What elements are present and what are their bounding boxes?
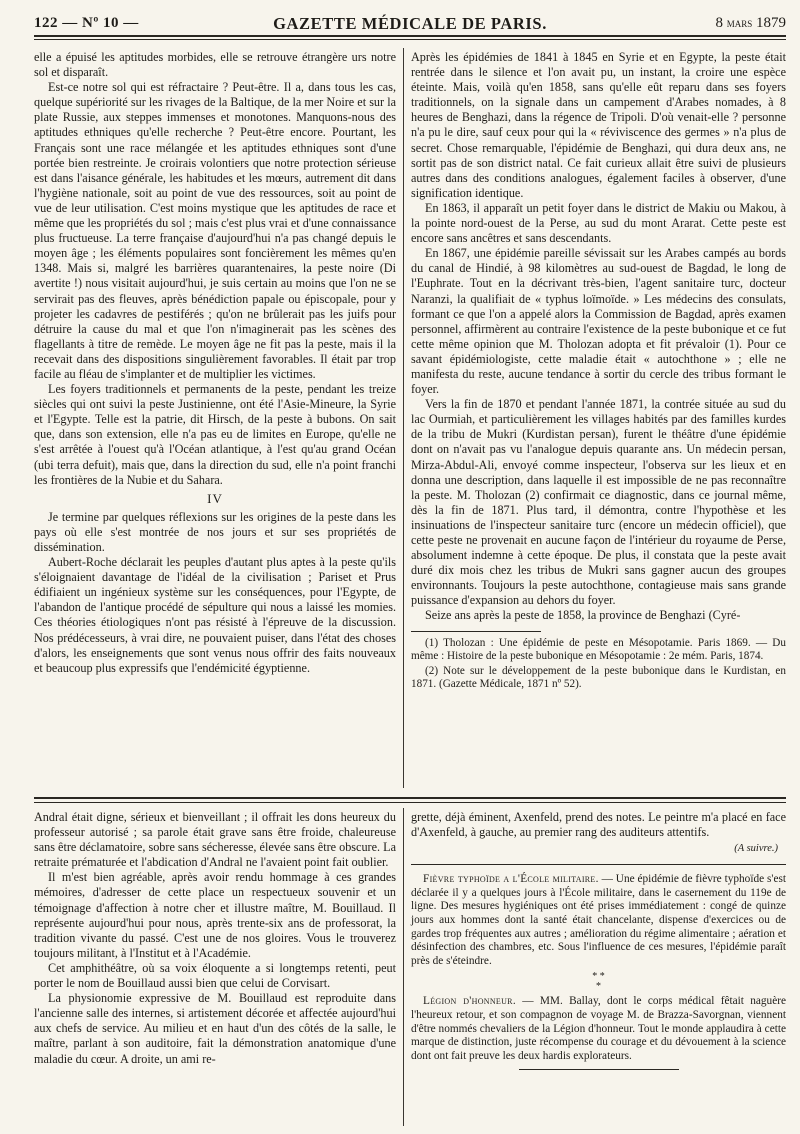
paragraph: Je termine par quelques réflexions sur les origines de la peste dans les pays où elle s'est montrée de nos jours et sur ses propriétés de dissémination. [34,509,396,554]
paragraph: La physionomie expressive de M. Bouillaud est reproduite dans l'ancienne salle des internes, si artistement décorée et affectée aujourd'hui aux chefs de service. Au milieu et en haut d'un des côtés de la salle, le maître, parlant à son auditoire, fait la démonstration anatomique d'une maladie du cœur. A droite, un ami re- [34,991,396,1066]
paragraph: En 1867, une épidémie pareille sévissait sur les Arabes campés au bords du canal de Hindié, à 98 kilomètres au sud-ouest de Bagdad, le long de l'Euphrate. Tout en la décrivant très-bien, l'agent sanitaire turc, docteur Naranzi, la qualifiait de « typhus loïmoïde. » Les médecins des consulats, formant ce que l'on a appelé alors la Commission de Bagdad, après examen personnel, affirmèrent au contraire l'existence de la peste bubonique et ce fut cette même opinion que M. Tholozan adopta et fit prévaloir (1). Pour ce savant épidémiologiste, cette maladie était « autochthone » ; elle ne manifesta du reste, aucune tendance à sortir du cercle des tribus formant le foyer. [411,246,786,397]
page-header [34,13,786,43]
journal-title: GAZETTE MÉDICALE DE PARIS. [273,14,547,33]
news-rule [411,864,786,865]
section-rule-thin [34,802,786,803]
column-divider-lower [403,808,404,1126]
asterism: * * * [592,971,605,993]
column-divider-upper [403,48,404,788]
right-column-lower [411,810,786,1070]
page-number: 122 — Nº 10 — [34,15,139,31]
news-title: Légion d'honneur. [423,995,516,1008]
header-rule [34,35,786,37]
paragraph: Les foyers traditionnels et permanents de la peste, pendant les treize siècles qui ont suivi la peste Justinienne, ont été l'Asie-Mineure, la Syrie et l'Egypte. Telle est la patrie, dit Hirsch, de la peste à bubons. On sait que, dans son extension, elle n'a pas eu de limites en Europe, qu'elle ne s'est arrêtée à l'ouest qu'à l'Océan atlantique, à l'est qu'au grand Océan (ubi terra defuit), mais que, dans la direction du sud, elle n'a point franchi les frontières de la Nubie et du Sahara. [34,382,396,487]
news-title: Fièvre typhoïde a l'École militaire. [423,873,599,886]
issue-date: 8 mars 1879 [715,15,786,31]
footnotes [411,637,786,692]
paragraph: Après les épidémies de 1841 à 1845 en Syrie et en Egypte, la peste était rentrée dans le silence et l'on avait pu, un instant, la croire une espèce éteinte. Mais, voilà qu'en 1858, sans qu'elle eût reparu dans ses foyers traditionnels, on la signale dans un campement d'Arabes nomades, à 8 heures de Benghazi, dans la régence de Tripoli. D'où venait-elle ? personne n'a pu le dire, sauf ceux pour qui la « réviviscence des germes » n'a plus de secret. Chose remarquable, l'épidémie de Benghazi, qui dura deux ans, ne sortit pas de son district natal. Ce fait curieux allait être suivi de plusieurs autres dans des conditions analogues, également faciles à observer, d'une signification identique. [411,50,786,200]
footnote-rule [411,631,541,632]
paragraph: En 1863, il apparaît un petit foyer dans le district de Makiu ou Makou, à la pointe nord-ouest de la Perse, au sud du mont Ararat. Cette peste est encore sans ancêtres et sans descendants. [411,200,786,246]
header-rule-thin [34,39,786,40]
footnote: (2) Note sur le développement de la peste bubonique dans le Kurdistan, en 1871. (Gazette Médicale, 1871 nº 52). [411,664,786,691]
paragraph: Andral était digne, sérieux et bienveillant ; il offrait les dons heureux du professeur autorisé ; sa parole était grave sans être froide, chaleureuse sans être déclamatoire, sobre sans sécheresse, élevée sans être obscure. La retraite prématurée et l'abdication d'Andral ne l'avaient point fait oublier. [34,810,396,870]
to-be-continued: (A suivre.) [734,843,778,855]
news-items [411,873,786,1070]
left-column-upper [34,50,396,676]
news-item-typhoid: Fièvre typhoïde a l'École militaire. — Une épidémie de fièvre typhoïde s'est déclarée il y a quelques jours à l'École militaire, dans le casernement du 119e de ligne. Des mesures hygiéniques ont été prises immédiatement : congé de quinze jours aux hommes dont la santé était chancelante, dispense d'exercices ou de gardes trop fréquentes aux autres ; amélioration du régime alimentaire ; aération et désinfection des chambres, etc. Sous l'influence de ces mesures, l'épidémie paraît près de s'éteindre. [411,873,786,967]
paragraph: grette, déjà éminent, Axenfeld, prend des notes. Le peintre m'a placé en face d'Axenfeld, à gauche, au premier rang des auditeurs attentifs. [411,810,786,840]
right-column-upper [411,50,786,693]
paragraph: Il m'est bien agréable, après avoir rendu hommage à ces grandes mémoires, d'adresser de cette place un respectueux souvenir et un témoignage d'affection à notre cher et illustre maître, M. Bouillaud. Il représente aujourd'hui pour nous, après trente-six ans de professorat, la tradition vivante du passé. C'est une de nos gloires. Vous le trouverez toujours militant, à l'Institut et à l'Académie. [34,870,396,960]
paragraph: Aubert-Roche déclarait les peuples d'autant plus aptes à la peste qu'ils s'éloignaient davantage de l'idéal de la civilisation ; Pariset et Prus édifiaient un ingénieux système sur les conséquences, pour l'Egypte, de l'abandon de l'antique procédé de sépulture qui nous a laissé les momies. Ces théories étiologiques n'ont pas résisté à l'épreuve de la discussion. Nos prédécesseurs, à vrai dire, ne pouvaient puiser, dans l'état des choses d'alors, les enseignements que sont venus nous offrir des faits nouveaux et beaucoup plus expressifs que l'endémicité égyptienne. [34,555,396,675]
paragraph: elle a épuisé les aptitudes morbides, elle se retrouve étrangère urs notre sol et disparaît. [34,50,396,80]
end-rule [519,1069,679,1070]
paragraph: Cet amphithéâtre, où sa voix éloquente a si longtemps retenti, peut porter le nom de Bouillaud aussi bien que celui de Corvisart. [34,960,396,991]
paragraph: Est-ce notre sol qui est réfractaire ? Peut-être. Il a, dans tous les cas, quelque supériorité sur les rivages de la Baltique, de la mer Noire et sur la plate Russie, aux steppes immenses et monotones. Manquons-nous des aptitudes ethniques qu'elle recherche ? Peut-être encore. Pourtant, les Français sont une race mélangée et les aptitudes ethniques sont d'une portée bien restreinte. Je croirais volontiers que notre protection sérieuse est dans l'aisance générale, les habitudes et les mœurs, autrement dit dans l'hygiène nationale, soit au point de vue des ressources, soit au point de vue de leur utilisation. C'est moins mystique que les aptitudes de race et même que les propriétés du sol ; mais c'est plus vrai et d'une connaissance plus fructueuse. La terre française d'aujourd'hui n'a pas changé depuis le moyen âge ; les éléments populaires sont foncièrement les mêmes qu'en 1348. Mais si, malgré les barrières quarantenaires, la peste noire (Di avertite !) nous visitait aujourd'hui, je suis certain au moins que l'on ne se servirait pas des fleuves, après bénédiction papale ou épiscopale, pour y projeter les cadavres de pestiférés ; qu'on ne brûlerait pas les juifs pour détruire la cause du mal et que l'on n'imaginerait pas les scènes des flagellants à titre de remède. Le moyen âge ne fit pas la peste, mais il la recevait dans des dispositions singulièrement favorables. Il était par trop facile au fléau de s'implanter et de multiplier les victimes. [34,80,396,381]
paragraph: Seize ans après la peste de 1858, la province de Benghazi (Cyré- [425,608,741,623]
section-rule [34,797,786,799]
paragraph: Vers la fin de 1870 et pendant l'année 1871, la contrée située au sud du lac Ourmiah, et particulièrement les villages habités par des familles kurdes de la tribu de Mukri (Kurdistan persan), furent le théâtre d'une épidémie dont on n'avait pas vu l'analogue depuis quarante ans. Un médecin persan, Mirza-Abdul-Ali, envoyé comme inspecteur, l'observa sur les lieux et en donna une description, dans laquelle il est impossible de ne pas reconnaître la peste. M. Tholozan (2) confirmait ce diagnostic, dans ce journal même, dès la fin de 1871. Plus tard, il démontra, contre l'hypothèse et les insinuations de l'inspecteur sanitaire turc (encore un médecin officiel), que cette peste ne provenait en aucune façon de l'intérieur du royaume de Perse, absolument indemne à cette époque. De plus, il constata que la peste avait duré dix mois chez les tribus de Mukri sans gagner aucun des groupes environnants. Toujours la peste autochthone, contagieuse mais sans grande puissance d'expansion au dehors du foyer. [411,397,786,608]
footnote: (1) Tholozan : Une épidémie de peste en Mésopotamie. Paris 1869. — Du même : Histoire de la peste bubonique en Mésopotamie : 2e mém. Paris, 1874. [411,636,786,663]
left-column-lower [34,810,396,1067]
news-item-legion: Légion d'honneur. — MM. Ballay, dont le corps médical fêtait naguère l'heureux retour, et son compagnon de voyage M. de Brazza-Savorgnan, viennent d'être nommés chevaliers de la Légion d'honneur. Tout le monde applaudira à cette marque de distinction, juste récompense du courage et du dévouement à la science dont ont fait preuve les deux hardis explorateurs. [411,995,786,1062]
section-numeral: IV [207,490,223,506]
